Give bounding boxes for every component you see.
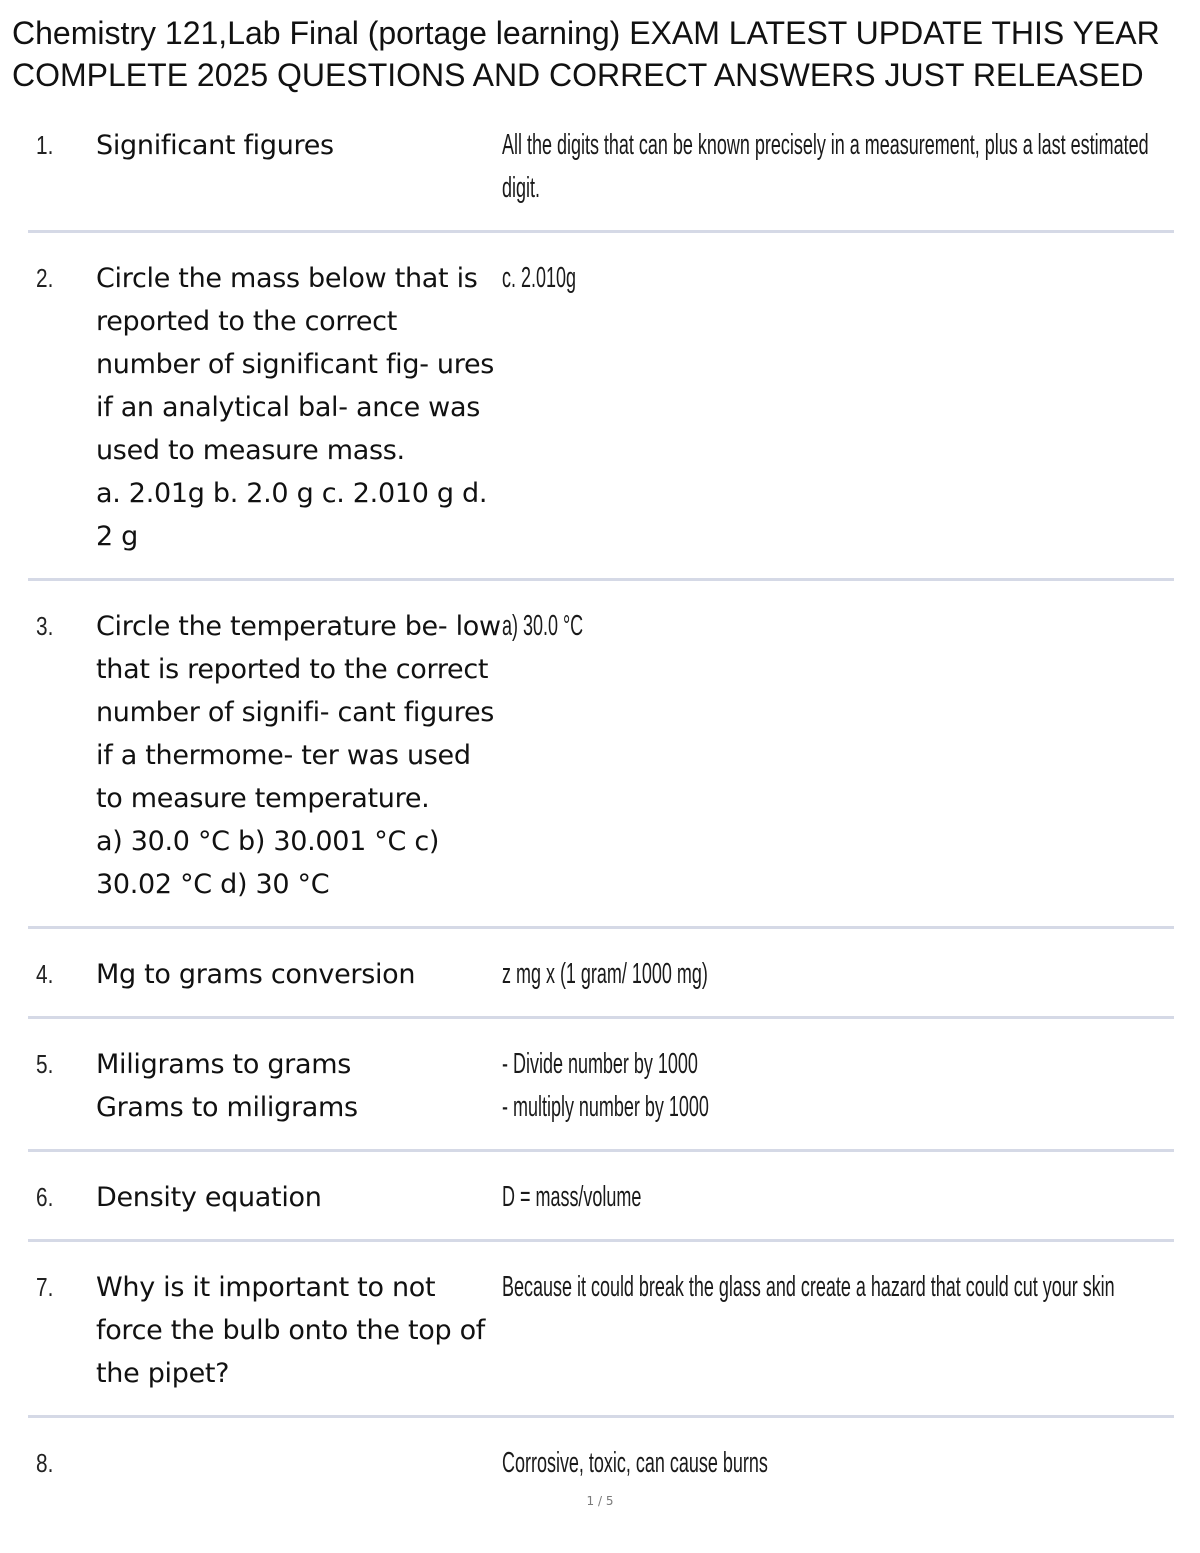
answer-text-content: - Divide number by 1000 - multiply number by 1000 <box>502 1048 709 1123</box>
answer-text-content: c. 2.010g <box>502 262 576 294</box>
item-number: 1. <box>36 130 54 160</box>
item-number: 7. <box>36 1272 54 1302</box>
qa-item-2 <box>28 257 1174 581</box>
question-answer-list <box>28 124 1174 1529</box>
question-text: Circle the mass below that is reported to the correct number of significant fig- ures if an analytical bal- ance was used to measure mass. a. 2.01g b. 2.0 g c. 2.010 g d. 2 g <box>96 263 495 552</box>
qa-item-7 <box>28 1266 1174 1418</box>
question-text: Significant figures <box>96 130 334 161</box>
qa-item-1 <box>28 124 1174 233</box>
item-number: 6. <box>36 1182 54 1212</box>
answer-text-content: a) 30.0 °C <box>502 610 584 642</box>
answer-text <box>502 1176 1174 1219</box>
answer-text <box>502 605 1174 648</box>
item-number: 4. <box>36 959 54 989</box>
answer-text <box>502 953 1174 996</box>
question-text: Circle the temperature be- low that is reported to the correct number of signifi- cant figures if a thermome- ter was used to measure temperature. a) 30.0 °C b) 30.001 °C c) 30.02 °C d) 30 °C <box>96 611 501 900</box>
answer-text-content: All the digits that can be known precisely in a measurement, plus a last estimated digit. <box>502 129 1149 204</box>
question-text: Density equation <box>96 1182 322 1213</box>
answer-text <box>502 1266 1174 1309</box>
item-number: 8. <box>36 1448 54 1478</box>
answer-text <box>502 257 1174 300</box>
answer-text-content: Corrosive, toxic, can cause burns <box>502 1447 768 1479</box>
qa-item-6 <box>28 1176 1174 1242</box>
qa-item-4 <box>28 953 1174 1019</box>
question-text: Miligrams to grams Grams to miligrams <box>96 1049 358 1123</box>
answer-text-content: Because it could break the glass and create a hazard that could cut your skin <box>502 1271 1115 1303</box>
item-number: 5. <box>36 1049 54 1079</box>
item-number: 3. <box>36 611 54 641</box>
qa-item-5 <box>28 1043 1174 1152</box>
item-number: 2. <box>36 263 54 293</box>
qa-item-3 <box>28 605 1174 929</box>
answer-text <box>502 124 1174 210</box>
document-title: Chemistry 121,Lab Final (portage learning) EXAM LATEST UPDATE THIS YEAR COMPLETE 2025 QUESTIONS AND CORRECT ANSWERS JUST RELEASED <box>12 15 1160 93</box>
answer-text-content: D = mass/volume <box>502 1181 642 1213</box>
answer-text <box>502 1442 1174 1485</box>
answer-text-content: z mg x (1 gram/ 1000 mg) <box>502 958 708 990</box>
question-text: Mg to grams conversion <box>96 959 416 990</box>
question-text: Why is it important to not force the bulb onto the top of the pipet? <box>96 1272 485 1389</box>
answer-text <box>502 1043 1174 1129</box>
page-number: 1 / 5 <box>586 1494 614 1508</box>
